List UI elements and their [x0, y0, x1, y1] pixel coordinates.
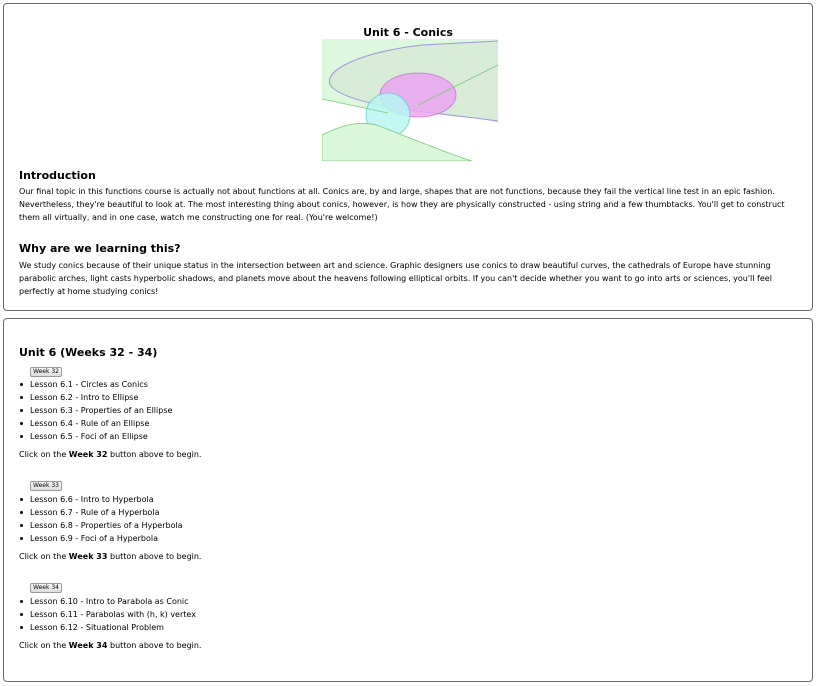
week-33-button[interactable]: Week 33	[30, 481, 62, 491]
lesson-item: Lesson 6.10 - Intro to Parabola as Conic	[30, 595, 196, 608]
lesson-item: Lesson 6.12 - Situational Problem	[30, 621, 196, 634]
lesson-item: Lesson 6.8 - Properties of a Hyperbola	[30, 521, 183, 530]
lesson-item: Lesson 6.3 - Properties of an Ellipse	[30, 406, 173, 415]
lesson-item: Lesson 6.6 - Intro to Hyperbola	[30, 493, 183, 506]
schedule-heading: Unit 6 (Weeks 32 - 34)	[19, 346, 158, 359]
lesson-item: Lesson 6.7 - Rule of a Hyperbola	[30, 506, 183, 519]
week-33-lesson-list	[30, 493, 183, 545]
lesson-item: Lesson 6.1 - Circles as Conics	[30, 378, 172, 391]
instruction-week: Week 33	[68, 552, 108, 561]
week-33-instruction	[19, 552, 201, 561]
conics-banner-image	[322, 39, 498, 161]
instruction-suffix: button above to begin.	[109, 450, 202, 459]
why-learning-text: We study conics because of their unique status in the intersection between art and science. Graphic designers use conics to draw beautiful curves, the cathedrals of Europe have stunning parabolic arches, light casts hyperbolic shadows, and planets move about the heavens following elliptical orbits. If you can't decide whether you want to go into arts or sciences, you'll feel perfectly at home studying conics!	[19, 261, 772, 296]
lesson-item: Lesson 6.2 - Intro to Ellipse	[30, 391, 172, 404]
instruction-week: Week 32	[68, 450, 108, 459]
week-34-lesson-list	[30, 595, 196, 634]
instruction-week: Week 34	[68, 641, 108, 650]
introduction-text: Our final topic in this functions course is actually not about functions at all. Conics are, by and large, shapes that are not functions, because they fail the vertical line test in an epic fashion. Nevertheless, they're beautiful to look at. The most interesting thing about conics, however, is how they are physically constructed - using string and a few thumbtacks. You'll get to construct them all virtually, and in one case, watch me constructing one for real. (You're welcome!)	[19, 187, 785, 222]
unit-title: Unit 6 - Conics	[363, 26, 453, 39]
week-32-instruction	[19, 450, 201, 459]
why-learning-heading: Why are we learning this?	[19, 242, 181, 255]
week-34-button[interactable]: Week 34	[30, 583, 62, 593]
instruction-prefix: Click on the	[19, 552, 67, 561]
instruction-suffix: button above to begin.	[109, 641, 202, 650]
week-34-instruction	[19, 641, 201, 650]
introduction-heading: Introduction	[19, 169, 96, 182]
intro-card	[3, 3, 813, 311]
instruction-suffix: button above to begin.	[109, 552, 202, 561]
instruction-prefix: Click on the	[19, 450, 67, 459]
lesson-item: Lesson 6.5 - Foci of an Ellipse	[30, 430, 172, 443]
lesson-item: Lesson 6.11 - Parabolas with (h, k) vertex	[30, 610, 196, 619]
week-32-button[interactable]: Week 32	[30, 367, 62, 377]
lesson-item: Lesson 6.4 - Rule of an Ellipse	[30, 417, 172, 430]
instruction-prefix: Click on the	[19, 641, 67, 650]
schedule-card	[3, 318, 813, 682]
lesson-item: Lesson 6.9 - Foci of a Hyperbola	[30, 532, 183, 545]
week-32-lesson-list	[30, 378, 172, 443]
